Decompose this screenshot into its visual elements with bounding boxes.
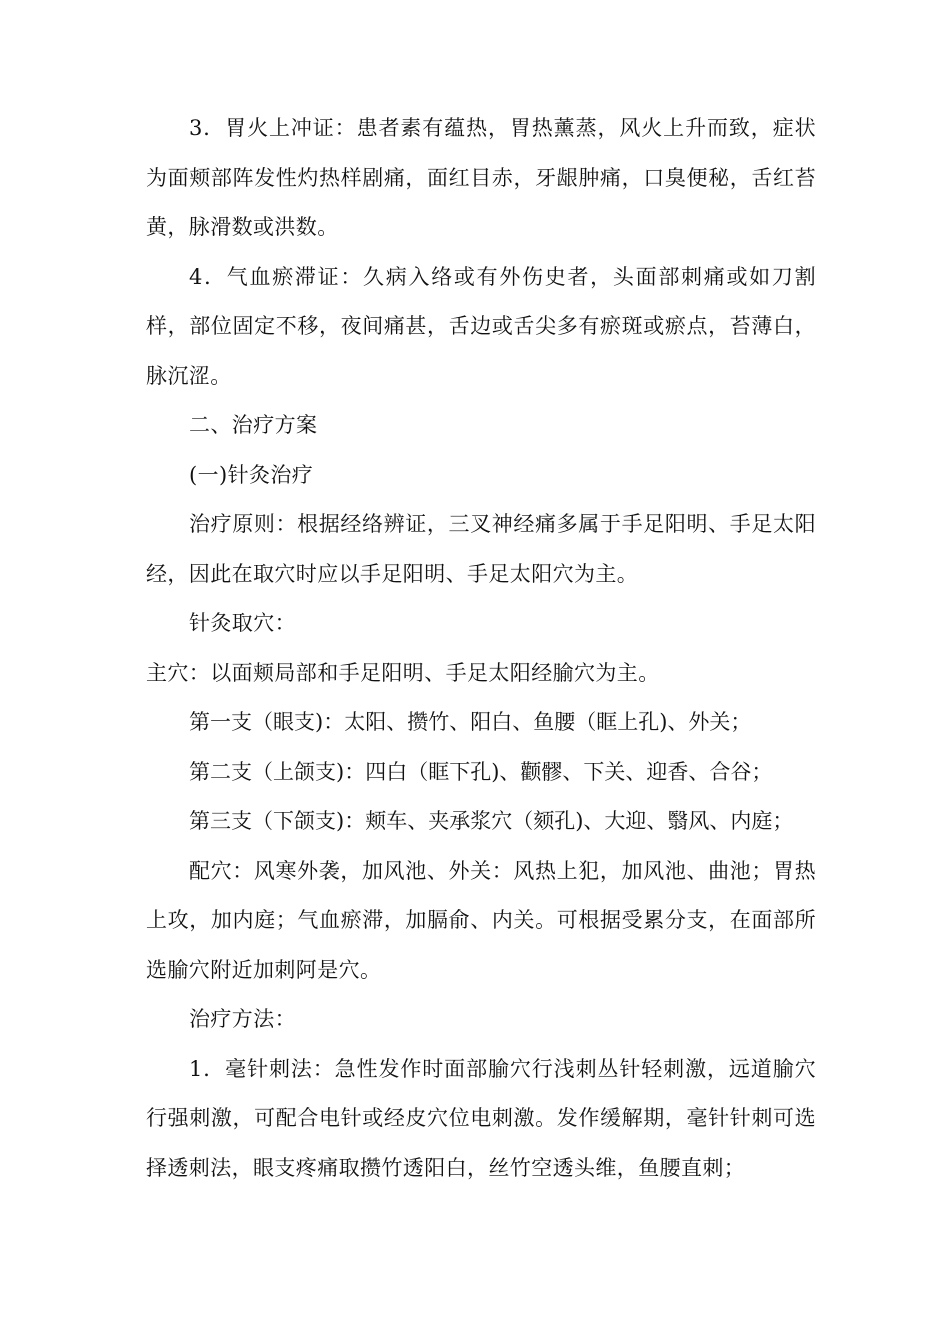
subsection-heading-acupuncture: (一)针灸治疗	[189, 462, 314, 487]
paragraph-acupoint-selection-label: 针灸取穴：	[189, 611, 296, 635]
paragraph-supplementary-points: 配穴：风寒外袭，加风池、外关：风热上犯，加风池、曲池；胃热上攻，加内庭；气血瘀滞，加膈俞、内关。可根据受累分支，在面部所选腧穴附近加刺阿是穴。	[146, 858, 816, 982]
paragraph-treatment-principle: 治疗原则：根据经络辨证，三叉神经痛多属于手足阳明、手足太阳经，因此在取穴时应以手足阳明、手足太阳穴为主。	[146, 512, 816, 586]
paragraph-method-1: 1．毫针刺法：急性发作时面部腧穴行浅刺丛针轻刺激，远道腧穴行强刺激，可配合电针或经皮穴位电刺激。发作缓解期，毫针针刺可选择透刺法，眼支疼痛取攒竹透阳白，丝竹空透头维，鱼腰直刺；	[146, 1056, 816, 1180]
paragraph-branch-1: 第一支（眼支)：太阳、攒竹、阳白、鱼腰（眶上孔)、外关；	[189, 710, 752, 734]
paragraph-branch-2: 第二支（上颌支)：四白（眶下孔)、颧髎、下关、迎香、合谷；	[189, 759, 773, 784]
paragraph-branch-3: 第三支（下颌支)：颊车、夹承浆穴（颏孔)、大迎、翳风、内庭；	[189, 809, 794, 833]
paragraph-syndrome-3: 3．胃火上冲证：患者素有蕴热，胃热薰蒸，风火上升而致，症状为面颊部阵发性灼热样剧痛，面红目赤，牙龈肿痛，口臭便秘，舌红苔黄，脉滑数或洪数。	[146, 116, 816, 239]
paragraph-treatment-method-label: 治疗方法：	[189, 1007, 296, 1031]
paragraph-syndrome-4: 4．气血瘀滞证：久病入络或有外伤史者，头面部刺痛或如刀割样，部位固定不移，夜间痛甚，舌边或舌尖多有瘀斑或瘀点，苔薄白，脉沉涩。	[146, 264, 816, 388]
paragraph-main-points: 主穴：以面颊局部和手足阳明、手足太阳经腧穴为主。	[146, 660, 660, 685]
section-heading-treatment-plan: 二、治疗方案	[189, 413, 318, 437]
document-page	[146, 104, 816, 1193]
